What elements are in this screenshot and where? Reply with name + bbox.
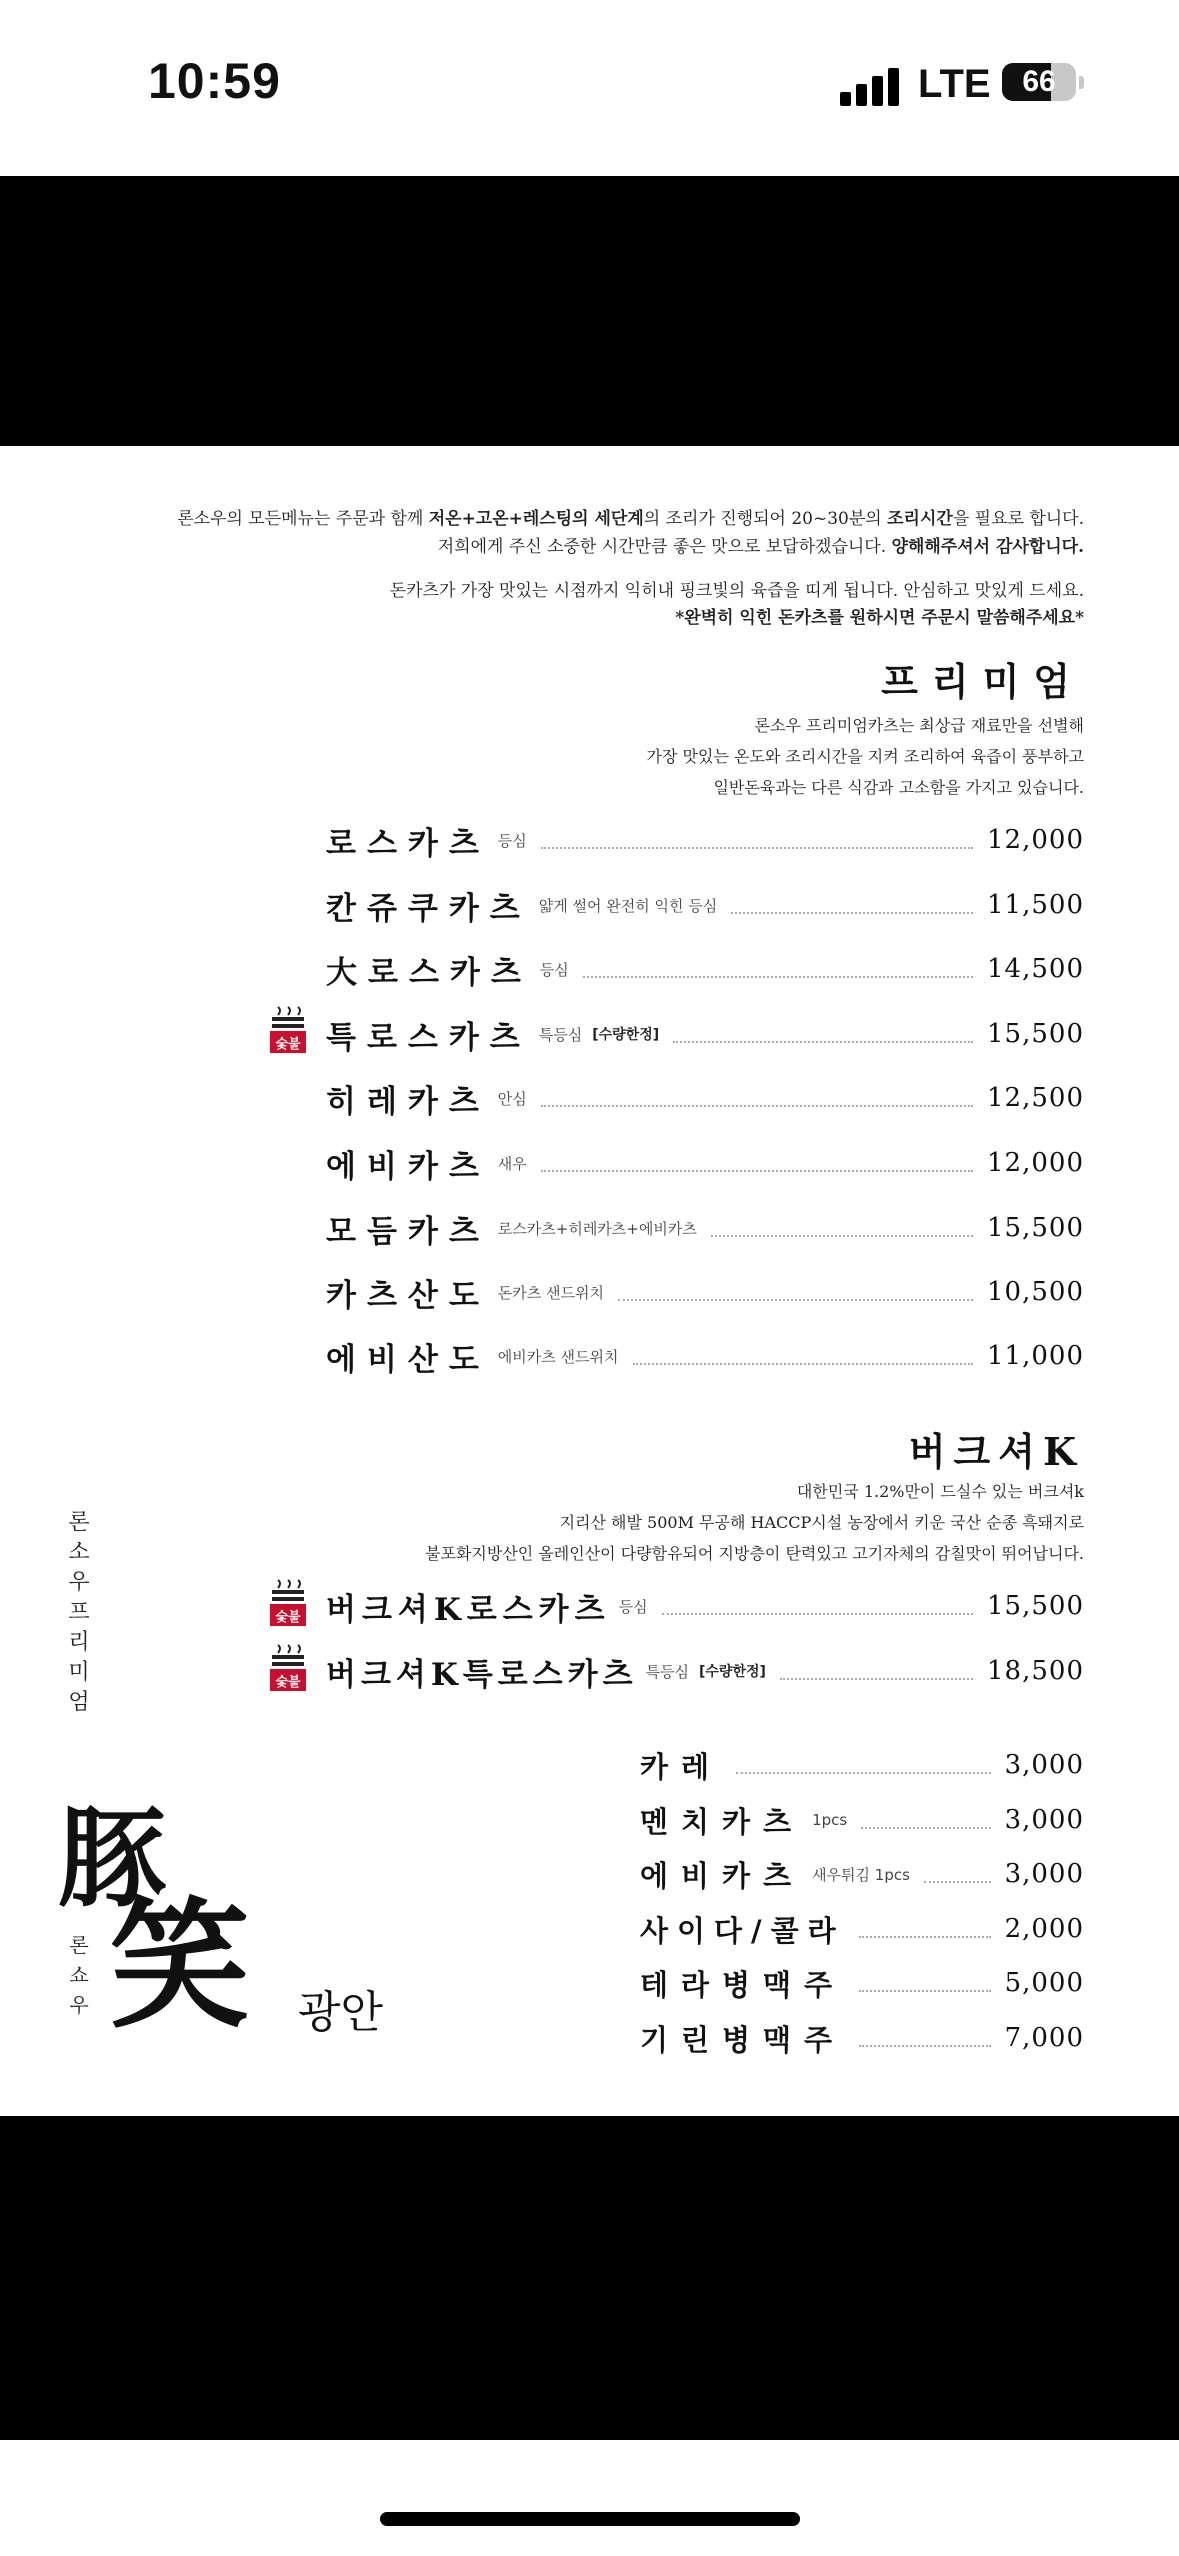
item-name: 버크셔K특로스카츠 <box>326 1656 638 1693</box>
dotted-leader <box>583 976 973 978</box>
intro-line-4: *완벽히 익힌 돈카츠를 원하시면 주문시 말씀해주세요* <box>675 608 1084 628</box>
item-price: 11,500 <box>987 890 1084 920</box>
menu-item-large-loin-katsu <box>326 947 1084 991</box>
item-subtitle: 등심 <box>497 831 527 850</box>
item-name: 특로스카츠 <box>326 1019 531 1056</box>
berkshire-desc-line: 지리산 해발 500M 무공해 HACCP시설 농장에서 키운 국산 순종 흑돼지로 <box>559 1513 1084 1532</box>
item-price: 7,000 <box>1004 2023 1084 2053</box>
dotted-leader <box>924 1881 991 1883</box>
item-name: 버크셔K로스카츠 <box>326 1591 611 1628</box>
item-name: 멘치카츠 <box>640 1804 805 1839</box>
item-name: 에비카츠 <box>326 1148 490 1185</box>
item-subtitle: 새우튀김 1pcs <box>812 1865 910 1884</box>
item-subtitle: 로스카츠+히레카츠+에비카츠 <box>497 1219 697 1238</box>
item-subtitle: 에비카츠 샌드위치 <box>497 1347 619 1366</box>
item-price: 3,000 <box>1004 1859 1084 1889</box>
item-name: 에비카츠 <box>640 1858 805 1893</box>
menu-item-katsu-sando <box>326 1270 1084 1314</box>
side-item-ebi-katsu <box>640 1852 1084 1896</box>
dotted-leader <box>673 1041 973 1043</box>
dotted-leader <box>859 1936 991 1938</box>
badge-label: 숯불 <box>275 1610 301 1625</box>
item-price: 10,500 <box>987 1277 1084 1307</box>
item-name: 모듬카츠 <box>326 1213 490 1250</box>
dotted-leader <box>731 912 973 914</box>
item-subtitle: 특등심 <box>645 1662 689 1681</box>
item-price: 15,500 <box>987 1213 1084 1243</box>
item-price: 5,000 <box>1004 1968 1084 1998</box>
dotted-leader <box>541 847 973 849</box>
menu-item-loin-katsu <box>326 818 1084 862</box>
dotted-leader <box>859 2045 990 2047</box>
item-subtitle: 1pcs <box>812 1811 848 1829</box>
signal-strength-icon <box>840 66 900 106</box>
photo-letterbox-top <box>0 176 1179 446</box>
menu-item-hire-katsu <box>326 1076 1084 1120</box>
item-name: 에비산도 <box>326 1341 490 1378</box>
item-name: 사이다/콜라 <box>640 1913 845 1948</box>
dotted-leader <box>541 1105 973 1107</box>
dotted-leader <box>861 1827 990 1829</box>
status-time: 10:59 <box>148 53 281 109</box>
dotted-leader <box>859 1990 990 1992</box>
berkshire-desc-line: 대한민국 1.2%만이 드실수 있는 버크셔k <box>796 1482 1084 1501</box>
intro-line-1: 론소우의 모든메뉴는 주문과 함께 저온+고온+레스팅의 세단계의 조리가 진행되어 20~30분의 조리시간을 필요로 합니다. <box>177 509 1084 529</box>
item-subtitle: 새우 <box>497 1154 527 1173</box>
badge-label: 숯불 <box>275 1037 301 1052</box>
dotted-leader <box>618 1299 973 1301</box>
limited-quantity-tag: [수량한정] <box>592 1027 660 1043</box>
side-item-kirin-beer <box>640 2016 1084 2060</box>
item-price: 18,500 <box>987 1656 1084 1686</box>
menu-item-special-loin-katsu <box>326 1012 1084 1056</box>
vertical-brand-text: 론소우프리미엄 <box>68 1510 90 1715</box>
logo-char-smile: 笑 <box>110 1884 251 2048</box>
item-price: 3,000 <box>1004 1750 1084 1780</box>
item-subtitle: 얇게 썰어 완전히 익힌 등심 <box>538 896 718 915</box>
item-price: 3,000 <box>1004 1805 1084 1835</box>
item-subtitle: 돈카츠 샌드위치 <box>497 1283 604 1302</box>
berkshire-description <box>425 1476 1084 1569</box>
item-price: 15,500 <box>987 1591 1084 1621</box>
premium-desc-line: 론소우 프리미엄카츠는 최상급 재료만을 선별해 <box>754 716 1084 735</box>
limited-quantity-tag: [수량한정] <box>699 1664 766 1680</box>
item-name: 카츠산도 <box>326 1277 490 1314</box>
side-item-menchi-katsu <box>640 1798 1084 1842</box>
item-name: 칸쥬쿠카츠 <box>326 890 531 927</box>
berkshire-desc-line: 불포화지방산인 올레인산이 다량함유되어 지방층이 탄력있고 고기자체의 감칠맛이 뛰어납니다. <box>425 1544 1084 1563</box>
battery-percentage: 66 <box>1022 65 1056 98</box>
item-price: 2,000 <box>1004 1914 1084 1944</box>
intro-line-2: 저희에게 주신 소중한 시간만큼 좋은 맛으로 보답하겠습니다. 양해해주셔서 감사합니다. <box>437 537 1084 557</box>
item-subtitle: 등심 <box>618 1597 648 1616</box>
charcoal-grill-badge-icon <box>268 1001 308 1057</box>
menu-item-ebi-sando <box>326 1334 1084 1378</box>
dotted-leader <box>633 1363 974 1365</box>
battery-icon <box>1002 63 1076 101</box>
dotted-leader <box>736 1772 991 1774</box>
item-price: 11,000 <box>987 1341 1084 1371</box>
premium-section-title: 프리미엄 <box>881 659 1084 704</box>
photo-letterbox-bottom <box>0 2116 1179 2440</box>
menu-item-berkshire-loin-katsu <box>326 1584 1084 1628</box>
side-item-terra-beer <box>640 1961 1084 2005</box>
side-item-cider-cola <box>640 1907 1084 1951</box>
charcoal-grill-badge-icon <box>268 1639 308 1695</box>
item-name: 로스카츠 <box>326 825 490 862</box>
logo-branch-name: 광안 <box>298 1987 384 2038</box>
dotted-leader <box>711 1235 973 1237</box>
item-price: 12,000 <box>987 1148 1084 1178</box>
item-subtitle: 등심 <box>539 960 569 979</box>
status-bar <box>0 0 1179 176</box>
item-subtitle: 특등심 <box>538 1025 583 1044</box>
item-name: 히레카츠 <box>326 1083 490 1120</box>
logo-char-pig: 豚 <box>58 1796 167 1922</box>
menu-item-assorted-katsu <box>326 1206 1084 1250</box>
menu-item-kanjuku-katsu <box>326 883 1084 927</box>
premium-description <box>647 710 1084 803</box>
home-indicator[interactable] <box>380 2512 800 2526</box>
item-name: 테라병맥주 <box>640 1967 846 2002</box>
item-subtitle: 안심 <box>497 1089 527 1108</box>
item-price: 14,500 <box>987 954 1084 984</box>
menu-item-berkshire-special-loin-katsu <box>326 1649 1084 1693</box>
dotted-leader <box>541 1170 973 1172</box>
premium-desc-line: 가장 맛있는 온도와 조리시간을 지켜 조리하여 육즙이 풍부하고 <box>646 747 1084 766</box>
side-item-curry <box>640 1743 1084 1787</box>
dotted-leader <box>662 1613 973 1615</box>
item-name: 기린병맥주 <box>640 2022 846 2057</box>
menu-item-ebi-katsu <box>326 1141 1084 1185</box>
berkshire-section-title: 버크셔K <box>908 1429 1084 1474</box>
dotted-leader <box>780 1678 973 1680</box>
item-name: 大로스카츠 <box>326 954 532 991</box>
item-price: 15,500 <box>987 1019 1084 1049</box>
item-price: 12,500 <box>987 1083 1084 1113</box>
premium-desc-line: 일반돈육과는 다른 식감과 고소함을 가지고 있습니다. <box>713 778 1084 797</box>
charcoal-grill-badge-icon <box>268 1574 308 1630</box>
network-type: LTE <box>918 62 991 106</box>
item-name: 카레 <box>640 1749 723 1784</box>
item-price: 12,000 <box>987 825 1084 855</box>
battery-tip <box>1079 76 1084 89</box>
menu-image[interactable] <box>0 446 1179 2116</box>
intro-line-3: 돈카츠가 가장 맛있는 시점까지 익히내 핑크빛의 육즙을 띠게 됩니다. 안심하고 맛있게 드세요. <box>389 581 1084 601</box>
vertical-brand-text-small: 론쇼우 <box>69 1933 89 2017</box>
badge-label: 숯불 <box>275 1675 301 1690</box>
